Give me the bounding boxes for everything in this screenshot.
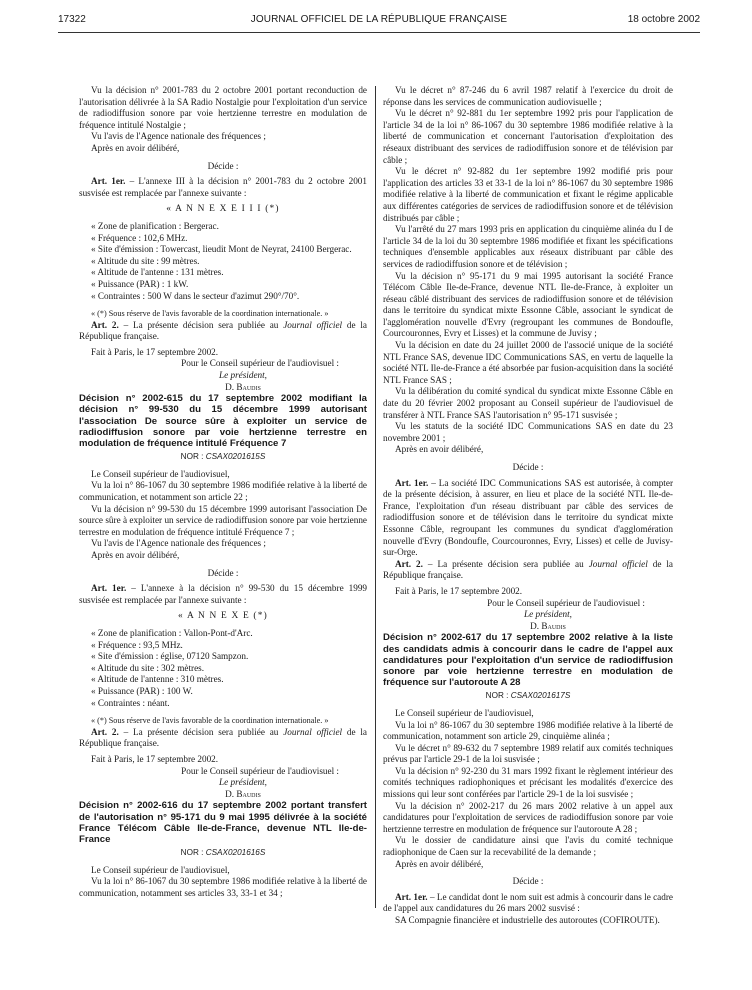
article-label: Art. 1er. [91,583,127,594]
article-text: – La présente décision sera publiée au [118,319,284,330]
annex-item: « Fréquence : 93,5 MHz. [91,639,183,650]
article-label: Art. 2. [91,319,119,330]
annex-item: « Contraintes : 500 W dans le secteur d'azimut 290°/70°. [91,290,300,301]
article-label: Art. 2. [91,726,119,737]
signature-place-date: Fait à Paris, le 17 septembre 2002. [91,753,219,764]
annex-item: « Contraintes : néant. [91,697,170,708]
article-text: – L'annexe III à la décision n° 2001-783 du 2 octobre 2001 susvisée est remplacée par l'annexe suivante : [79,176,367,198]
article-label: Art. 1er. [395,477,429,488]
decide-heading: Décide : [207,567,239,578]
nor-label: NOR : [180,848,206,858]
signature-line: Pour le Conseil supérieur de l'audiovisuel : [181,358,339,369]
paragraph: Vu l'arrêté du 27 mars 1993 pris en application du cinquième alinéa du I de l'article 34 de la loi du 30 septembre 1986 modifiée et fixant les spécifications techniques d'ensemble applicables aux réseaux distribuant par câble des services de radiodiffusion sonore et de télévision ; [383,224,673,269]
article-text: – La société IDC Communications SAS est autorisée, à compter de la présente décision, à assurer, en lieu et place de la société NTL Ile-de-France, l'exploitation d'un réseau distribuant par câble des services de radiodiffusion sonore et de télévision dans le territoire du syndicat mixte Essonne Câble, regroupant les communes du syndicat d'agglomération nouvelle d'Evry (Bondoufle, Courcouronnes, Evry, Lisses) et celle de Juvisy-sur-Orge. [383,477,673,558]
paragraph: Vu la décision n° 2002-217 du 26 mars 2002 relative à un appel aux candidatures pour l'exploitation de services de radiodiffusion sonore par voie hertzienne terrestre en modulation de fréquence sur l'autoroute A 28 ; [383,800,673,834]
paragraph: Vu la décision n° 92-230 du 31 mars 1992 fixant le règlement intérieur des comités techniques radiophoniques et précisant les modalités d'exercice des missions qui leur sont conférées par l'article 29-1 de la loi susvisée ; [383,765,673,800]
paragraph: Vu la décision n° 99-530 du 15 décembre 1999 autorisant l'association De source sûre à exploiter un service de radiodiffusion sonore par voie hertzienne terrestre en modulation de fréquence intitulé Fréquence 7 ; [79,503,367,537]
article-1 [79,583,367,606]
nor-code: CSAX0201615S [205,452,266,462]
annex-item: « Altitude du site : 99 mètres. [91,255,200,266]
paragraph: Vu le décret n° 87-246 du 6 avril 1987 relatif à l'exercice du droit de réponse dans les services de communication audiovisuelle ; [383,85,673,107]
article-2 [79,727,367,750]
signature-name: D. Baudis [225,788,261,799]
paragraph: Le Conseil supérieur de l'audiovisuel, [91,864,230,875]
paragraph: Vu l'avis de l'Agence nationale des fréquences ; [91,538,266,549]
article-1 [79,176,367,199]
signature-line: Pour le Conseil supérieur de l'audiovisuel : [181,765,339,776]
right-column [383,85,673,927]
paragraph: Vu le décret n° 89-632 du 7 septembre 1989 relatif aux comités techniques prévus par l'article 29-1 de la loi susvisée ; [383,742,673,765]
paragraph: Vu l'avis de l'Agence nationale des fréquences ; [91,131,266,142]
nor-code: CSAX0201617S [510,691,571,701]
journal-ref: Journal officiel [283,319,343,330]
paragraph: Vu la loi n° 86-1067 du 30 septembre 1986 modifiée relative à la liberté de communication, notamment son article 29, cinquième alinéa ; [383,719,673,742]
annex-item: « Fréquence : 102,6 MHz. [91,232,188,243]
decide-heading: Décide : [512,462,544,472]
journal-title: JOURNAL OFFICIEL DE LA RÉPUBLIQUE FRANÇAISE [250,14,508,25]
decision-title: Décision n° 2002-617 du 17 septembre 2002 relative à la liste des candidats admis à concourir dans le cadre de l'appel aux candidatures pour l'exploitation d'un service de radiodiffusion sonore par voie hertzienne terrestre en modulation de fréquence sur l'autoroute A 28 [383,632,673,689]
issue-date: 18 octobre 2002 [627,14,700,25]
annex-footnote: « (*) Sous réserve de l'avis favorable de la coordination internationale. » [91,309,329,319]
journal-ref: Journal officiel [283,726,343,737]
annex-item: « Altitude du site : 302 mètres. [91,662,205,673]
annex-heading: « A N N E X E (*) [178,611,268,622]
column-divider [375,86,376,908]
signature-name: D. Baudis [225,381,261,392]
nor-code: CSAX0201616S [205,848,266,858]
annex-item: « Puissance (PAR) : 100 W. [91,685,193,696]
article-label: Art. 1er. [91,176,126,187]
article-text: – L'annexe à la décision n° 99-530 du 15 décembre 1999 susvisée est remplacée par l'annexe suivante : [79,583,368,605]
annex-item: « Puissance (PAR) : 1 kW. [91,278,189,289]
decision-title: Décision n° 2002-615 du 17 septembre 2002 modifiant la décision n° 99-530 du 15 décembre 1999 autorisant l'association De source sûre à exploiter un service de radiodiffusion sonore par voie hertzienne terrestre en modulation de fréquence intitulé Fréquence 7 [79,393,367,450]
article-text: de la République française. [383,558,674,581]
paragraph: Vu la loi n° 86-1067 du 30 septembre 1986 modifiée relative à la liberté de communication, notamment ses articles 33, 33-1 et 34 ; [79,876,367,898]
page-header [58,14,700,30]
signature-place-date: Fait à Paris, le 17 septembre 2002. [91,346,219,357]
nor-reference [79,451,367,463]
paragraph: Après en avoir délibéré, [395,444,484,455]
article-label: Art. 1er. [395,891,428,902]
signature-name: D. Baudis [530,620,566,631]
paragraph: Vu la décision n° 95-171 du 9 mai 1995 autorisant la société France Télécom Câble Ile-de-France, devenue NTL Ile-de-France, à exploiter un réseau câblé distribuant des services de radiodiffusion sonore et de télévision dans le territoire du syndicat mixte Essonne Câble, associant le syndicat de l'agglomération nouvelle d'Evry (regroupant les communes de Bondoufle, Courcouronnes, Evry et Lisses) et la commune de Juvisy ; [383,270,673,339]
signature-title: Le président, [219,370,267,381]
paragraph: Après en avoir délibéré, [395,858,484,869]
article-1 [383,892,673,915]
annex-item: « Site d'émission : Towercast, lieudit Mont de Neyrat, 24100 Bergerac. [91,244,352,255]
nor-label: NOR : [180,452,206,462]
article-text: – La présente décision sera publiée au [422,558,589,569]
article-1 [383,478,673,559]
article-text: de la République française. [79,726,367,749]
paragraph: Vu la décision n° 2001-783 du 2 octobre 2001 portant reconduction de l'autorisation délivrée à la SA Radio Nostalgie pour l'exploitation d'un service de radiodiffusion sonore par voie hertzienne terrestre en modulation de fréquence intitulé Nostalgie ; [79,85,367,130]
left-column [79,85,367,899]
admitted-candidate: SA Compagnie financière et industrielle des autoroutes (COFIROUTE). [395,915,660,926]
paragraph: Après en avoir délibéré, [91,142,180,153]
article-text: – La présente décision sera publiée au [118,726,284,737]
paragraph: Après en avoir délibéré, [91,550,180,561]
article-text: – Le candidat dont le nom suit est admis à concourir dans le cadre de l'appel aux candidatures du 26 mars 2002 susvisé : [383,891,673,914]
paragraph: Vu la décision en date du 24 juillet 2000 de l'associé unique de la société NTL France SAS, devenue IDC Communications SAS, en vertu de laquelle la société NTL Ile-de-France a été absorbée par fusion-acquisition dans la société NTL France SAS ; [383,340,673,385]
annex-heading: « A N N E X E I I I (*) [166,204,280,215]
signature-title: Le président, [219,777,267,788]
annex-item: « Altitude de l'antenne : 310 mètres. [91,674,224,685]
decide-heading: Décide : [207,160,239,171]
nor-label: NOR : [485,691,511,701]
signature-place-date: Fait à Paris, le 17 septembre 2002. [395,585,523,596]
paragraph: Vu le dossier de candidature ainsi que l'avis du comité technique radiophonique de Caen sur la recevabilité de la demande ; [383,835,673,858]
annex-item: « Site d'émission : église, 07120 Sampzon. [91,651,249,662]
journal-ref: Journal officiel [588,558,648,569]
article-label: Art. 2. [395,558,423,569]
annex-item: « Zone de planification : Bergerac. [91,220,219,231]
nor-reference [383,690,673,702]
decide-heading: Décide : [512,876,544,887]
nor-reference [79,847,367,859]
annex-footnote: « (*) Sous réserve de l'avis favorable de la coordination internationale. » [91,716,329,726]
paragraph: Le Conseil supérieur de l'audiovisuel, [395,707,534,718]
paragraph: Vu les statuts de la société IDC Communications SAS en date du 23 novembre 2001 ; [383,421,673,443]
article-text: de la République française. [79,319,367,342]
paragraph: Vu le décret n° 92-882 du 1er septembre 1992 modifié pris pour l'application des articles 33 et 33-1 de la loi n° 86-1067 du 30 septembre 1986 modifiée relative à la liberté de communication et fixant le régime applicable aux différentes catégories de services de radiodiffusion sonore et de télévision distribués par câble ; [383,166,673,223]
signature-title: Le président, [524,609,572,620]
signature-line: Pour le Conseil supérieur de l'audiovisuel : [487,597,645,608]
decision-title: Décision n° 2002-616 du 17 septembre 2002 portant transfert de l'autorisation n° 95-171 du 9 mai 1995 délivrée à la société France Télécom Câble Ile-de-France, devenue NTL Ile-de-France [79,800,367,845]
paragraph: Le Conseil supérieur de l'audiovisuel, [91,468,230,479]
page-number: 17322 [58,14,86,25]
header-rule [58,32,700,33]
article-2 [383,559,673,582]
paragraph: Vu le décret n° 92-881 du 1er septembre 1992 pris pour l'application de l'article 34 de la loi n° 86-1067 du 30 septembre 1986 modifiée relative à la liberté de communication et concernant l'autorisation d'exploitation des réseaux distribuant des services de radiodiffusion sonore et de télévision par câble ; [383,108,673,165]
annex-item: « Altitude de l'antenne : 131 mètres. [91,267,224,278]
paragraph: Vu la loi n° 86-1067 du 30 septembre 1986 modifiée relative à la liberté de communication, et notamment son article 22 ; [79,480,367,503]
annex-item: « Zone de planification : Vallon-Pont-d'Arc. [91,627,253,638]
paragraph: Vu la délibération du comité syndical du syndicat mixte Essonne Câble en date du 20 février 2002 proposant au Conseil supérieur de l'audiovisuel de transférer à NTL France SAS l'autorisation n° 95-171 susvisée ; [383,386,673,420]
article-2 [79,320,367,343]
